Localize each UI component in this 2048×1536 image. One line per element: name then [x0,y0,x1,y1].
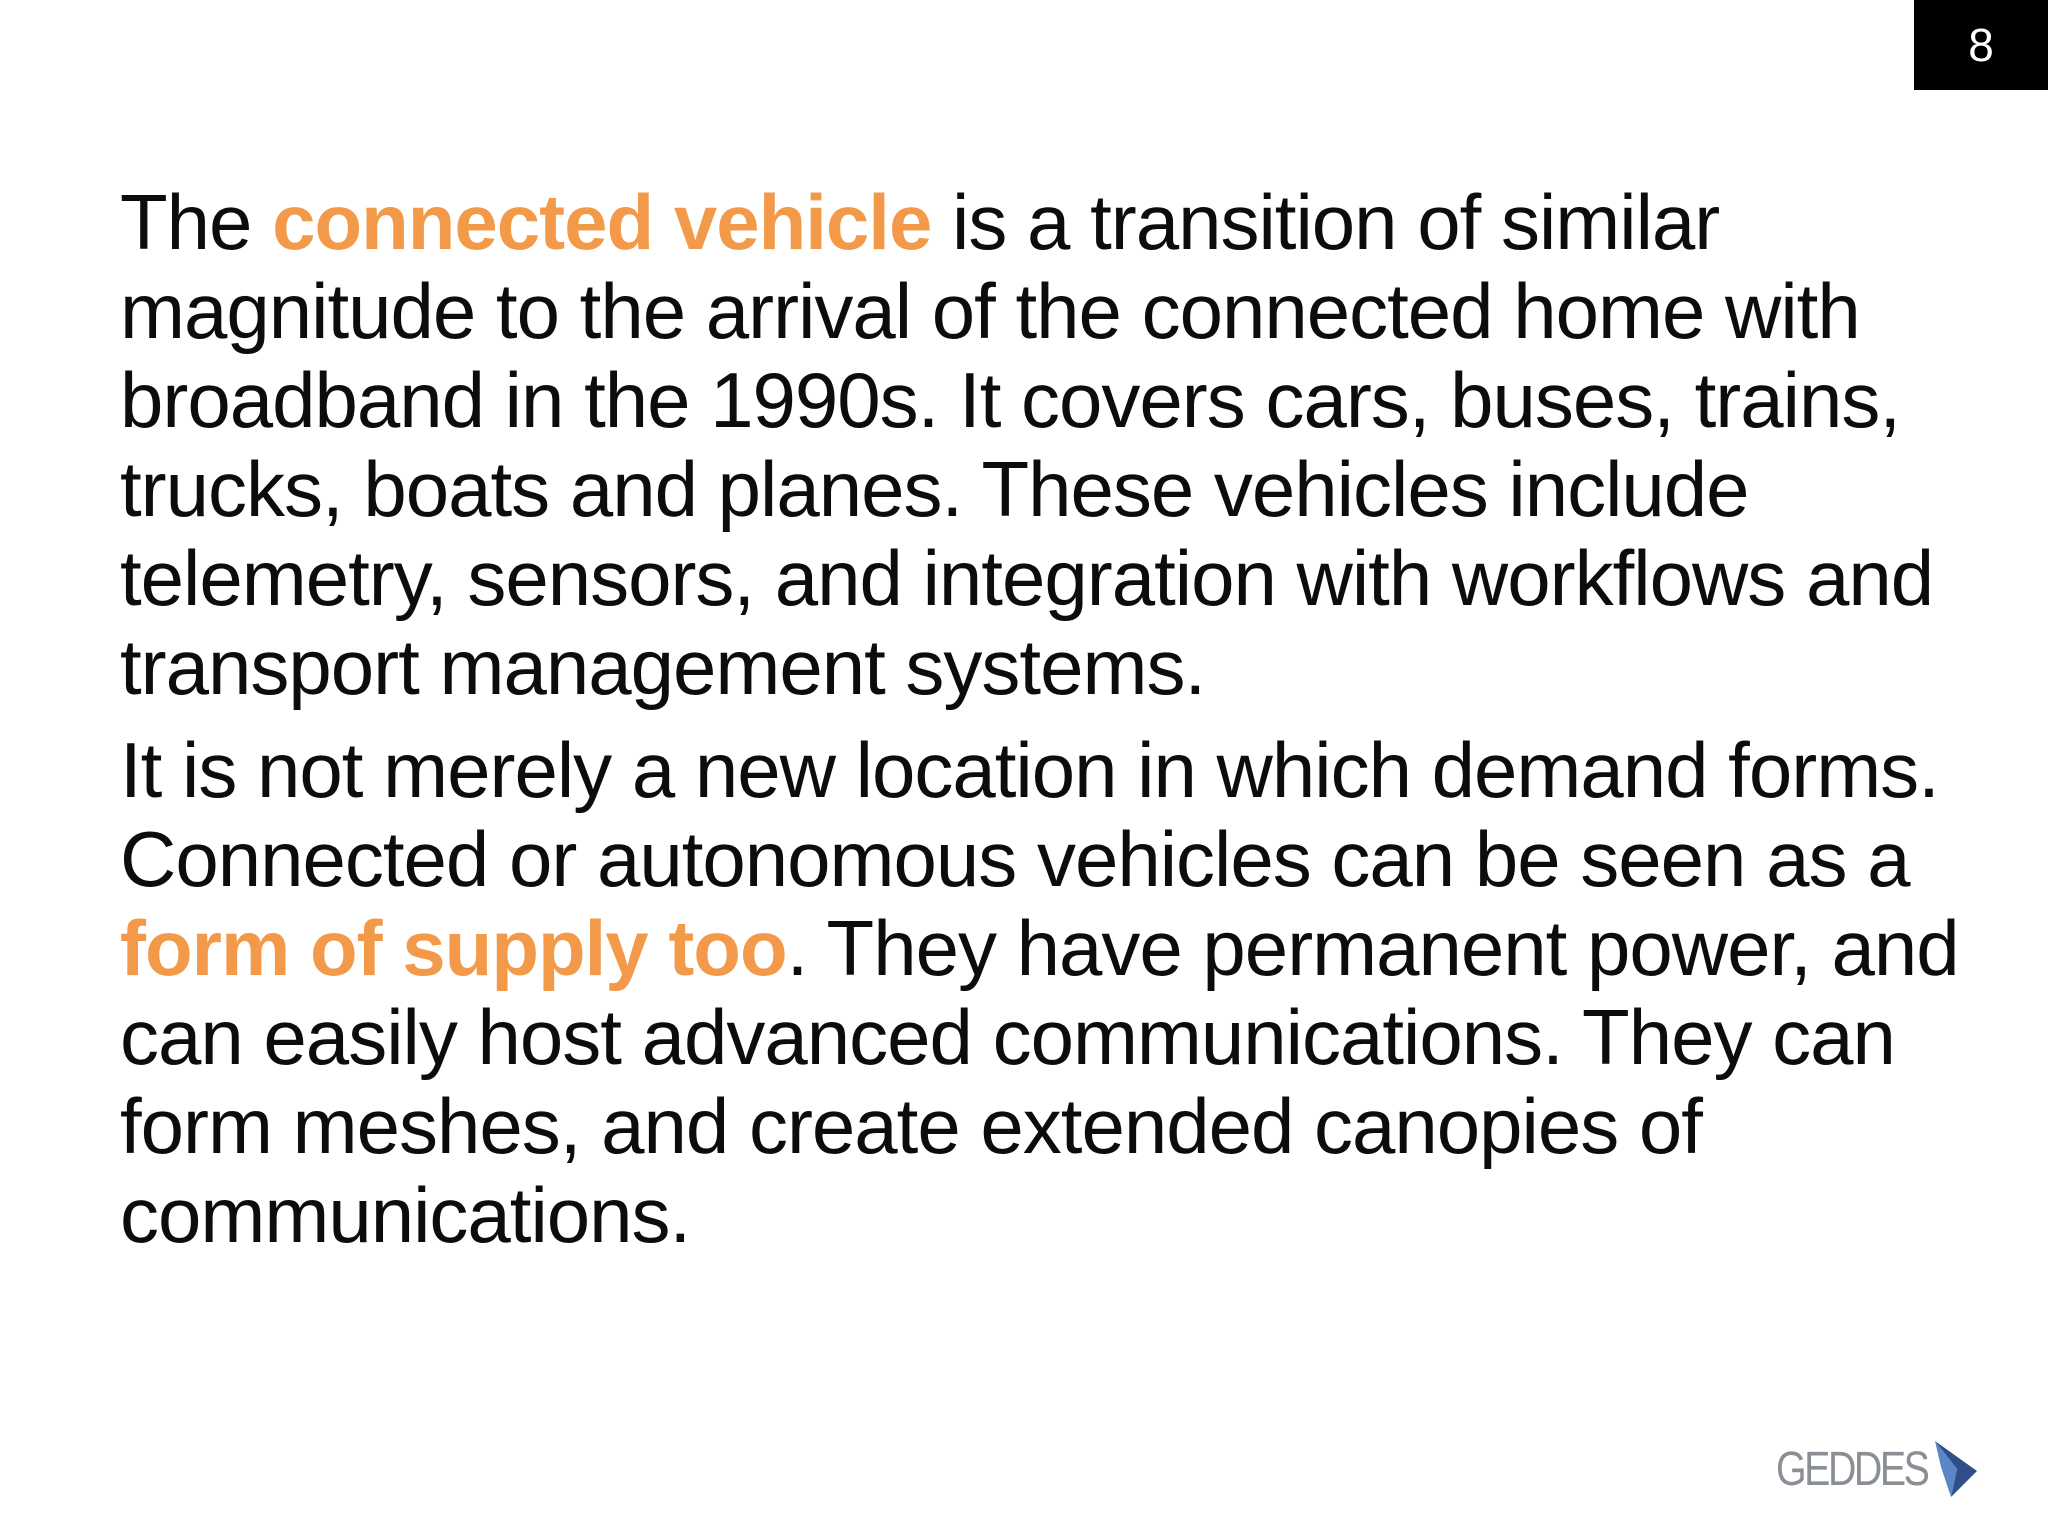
paragraph2-text-start: It is not merely a new location in which demand forms. Connected or autonomous vehicles can be seen as a [120,726,1939,903]
logo-text: GEDDES [1776,1442,1928,1496]
chevron-arrow-icon [1931,1439,1979,1499]
paragraph1-text-end: is a transition of similar magnitude to the arrival of the connected home with broadband in the 1990s. It covers cars, buses, trains, trucks, boats and planes. These vehicles include telemetry, sensors, and integration with workflows and transport management systems. [120,178,1934,711]
paragraph2-text-end: . They have permanent power, and can easily host advanced communications. They can form meshes, and create extended canopies of communications. [120,904,1959,1259]
page-number-label: 8 [1968,19,1994,71]
highlight-form-of-supply: form of supply too [120,904,787,992]
paragraph1-text-start: The [120,178,273,266]
paragraph-connected-vehicle [120,178,1980,712]
slide-body [120,178,1980,1274]
geddes-logo [1776,1434,1979,1504]
paragraph-form-of-supply [120,726,1980,1260]
highlight-connected-vehicle: connected vehicle [272,178,932,266]
page-number [1914,0,2048,90]
